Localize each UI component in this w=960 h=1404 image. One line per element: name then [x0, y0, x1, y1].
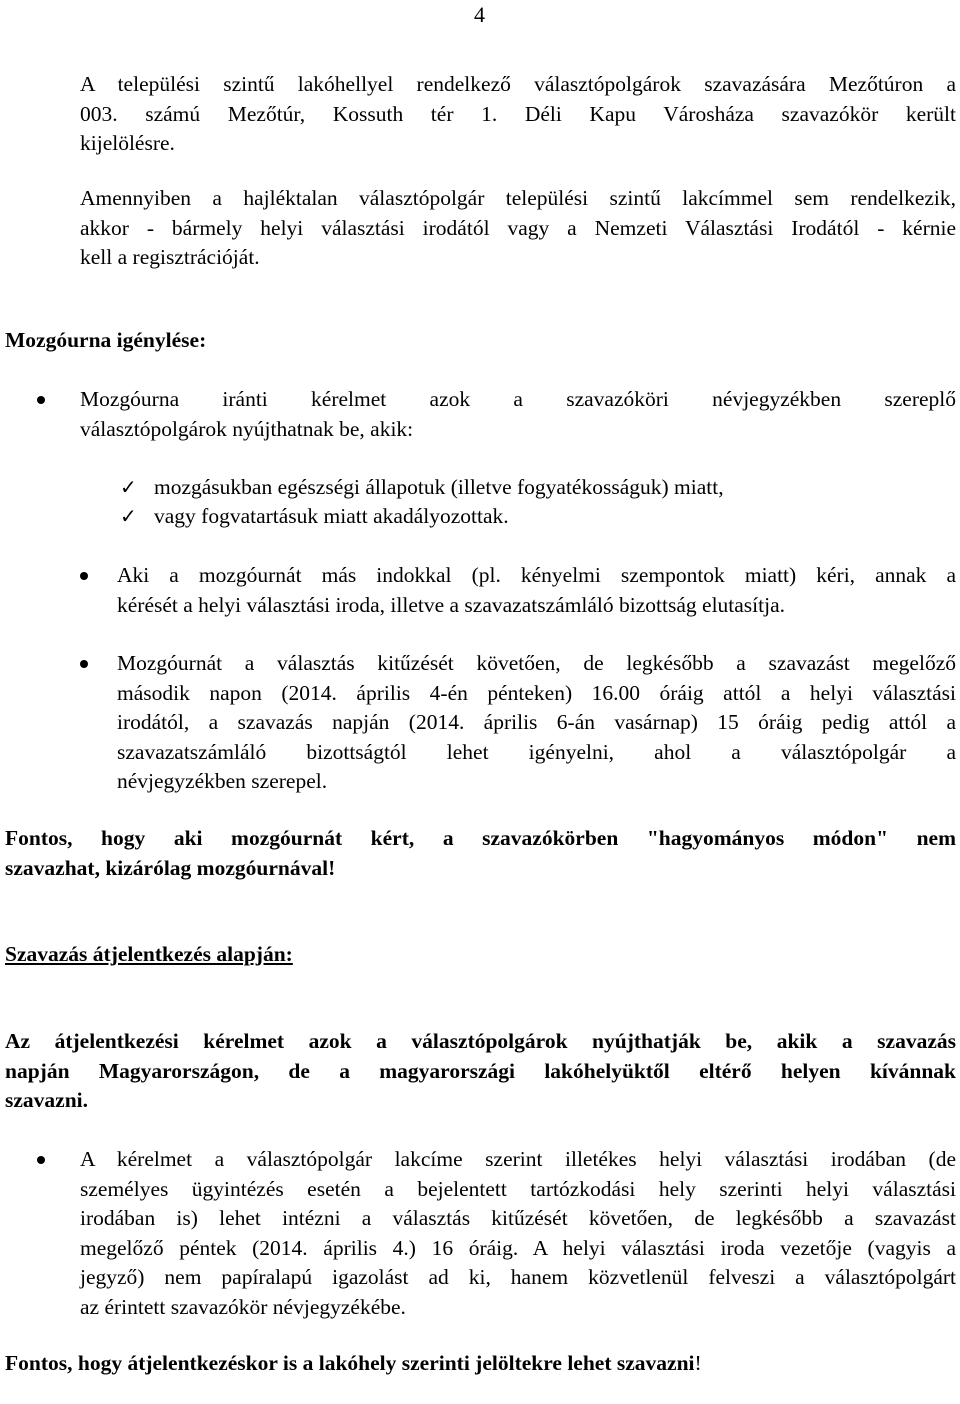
checkmark-icon: ✓	[120, 475, 137, 499]
mozgourna-important-note	[5, 824, 956, 883]
section-heading-mozgourna: Mozgóurna igénylése:	[5, 328, 207, 352]
intro-p1-line: A települési szintű lakóhellyel rendelkező választópolgárok szavazására Mezőtúron a	[80, 72, 956, 96]
mozgourna-bullet-2	[117, 561, 956, 620]
bullet-line: kérését a helyi választási iroda, illetve a szavazatszámláló bizottság elutasítja.	[117, 592, 786, 617]
section-heading-atjelentkezes: Szavazás átjelentkezés alapján:	[5, 942, 293, 966]
bullet-line: szavazatszámláló bizottságtól lehet igényelni, ahol a választópolgár a	[117, 739, 956, 764]
mozgourna-bullet-3	[117, 649, 956, 797]
intro-p2-line: akkor - bármely helyi választási irodától vagy a Nemzeti Választási Irodától - kérnie	[80, 215, 956, 240]
bullet-line: irodában is) lehet intézni a választás kitűzését követően, de legkésőbb a szavazást	[80, 1206, 956, 1230]
bullet-line: az érintett szavazókör névjegyzékébe.	[80, 1294, 406, 1319]
bullet-dot	[80, 572, 88, 580]
note-line: szavazhat, kizárólag mozgóurnával!	[5, 855, 336, 880]
page-number: 4	[474, 2, 485, 27]
bold-para-line: Az átjelentkezési kérelmet azok a választópolgárok nyújthatják be, akik a szavazás	[5, 1029, 956, 1053]
bullet-line: Mozgóurna iránti kérelmet azok a szavazóköri névjegyzékben szereplő	[80, 387, 956, 411]
bullet-line: névjegyzékben szerepel.	[117, 769, 328, 793]
bold-para-line: szavazni.	[5, 1088, 89, 1112]
bullet-line: A kérelmet a választópolgár lakcíme szerint illetékes helyi választási irodában (de	[80, 1147, 956, 1171]
intro-p1-line: kijelölésre.	[80, 131, 175, 155]
check-item: vagy fogvatartásuk miatt akadályozottak.	[154, 504, 509, 528]
bullet-line: Aki a mozgóurnát más indokkal (pl. kényelmi szempontok miatt) kéri, annak a	[117, 563, 956, 587]
bullet-dot	[37, 1156, 45, 1164]
mozgourna-bullet-1	[80, 385, 956, 444]
bullet-line: második napon (2014. április 4-én pénteken) 16.00 óráig attól a helyi választási	[117, 680, 956, 705]
intro-paragraph-1	[80, 70, 956, 159]
bullet-line: választópolgárok nyújthatnak be, akik:	[80, 416, 414, 441]
intro-p1-line: 003. számú Mezőtúr, Kossuth tér 1. Déli Kapu Városháza szavazókör került	[80, 101, 956, 126]
checkmark-icon: ✓	[120, 504, 137, 528]
intro-p2-line: kell a regisztrációját.	[80, 245, 260, 269]
bullet-dot	[80, 660, 88, 668]
atjelentkezes-intro	[5, 1027, 956, 1116]
bullet-line: Mozgóurnát a választás kitűzését követően, de legkésőbb a szavazást megelőző	[117, 651, 956, 675]
bullet-dot	[37, 396, 45, 404]
bullet-line: megelőző péntek (2014. április 4.) 16 óráig. A helyi választási iroda vezetője (vagyis a	[80, 1235, 956, 1260]
intro-p2-line: Amennyiben a hajléktalan választópolgár települési szintű lakcímmel sem rendelkezik,	[80, 186, 956, 210]
final-note-end: !	[694, 1351, 702, 1375]
final-important-note	[5, 1349, 702, 1379]
bullet-line: irodától, a szavazás napján (2014. április 6-án vasárnap) 15 óráig pedig attól a	[117, 710, 956, 734]
bullet-line: jegyző) nem papíralapú igazolást ad ki, hanem közvetlenül felveszi a választópolgárt	[80, 1265, 956, 1289]
intro-paragraph-2	[80, 184, 956, 273]
bold-para-line: napján Magyarországon, de a magyarországi lakóhelyüktől eltérő helyen kívánnak	[5, 1058, 956, 1083]
bullet-line: személyes ügyintézés esetén a bejelentett tartózkodási hely szerinti helyi választási	[80, 1176, 956, 1201]
atjelentkezes-bullet	[80, 1145, 956, 1322]
check-item: mozgásukban egészségi állapotuk (illetve fogyatékosságuk) miatt,	[154, 475, 724, 499]
final-note-bold: Fontos, hogy átjelentkezéskor is a lakóhely szerinti jelöltekre lehet szavazni	[5, 1351, 695, 1375]
note-line: Fontos, hogy aki mozgóurnát kért, a szavazókörben "hagyományos módon" nem	[5, 826, 956, 850]
